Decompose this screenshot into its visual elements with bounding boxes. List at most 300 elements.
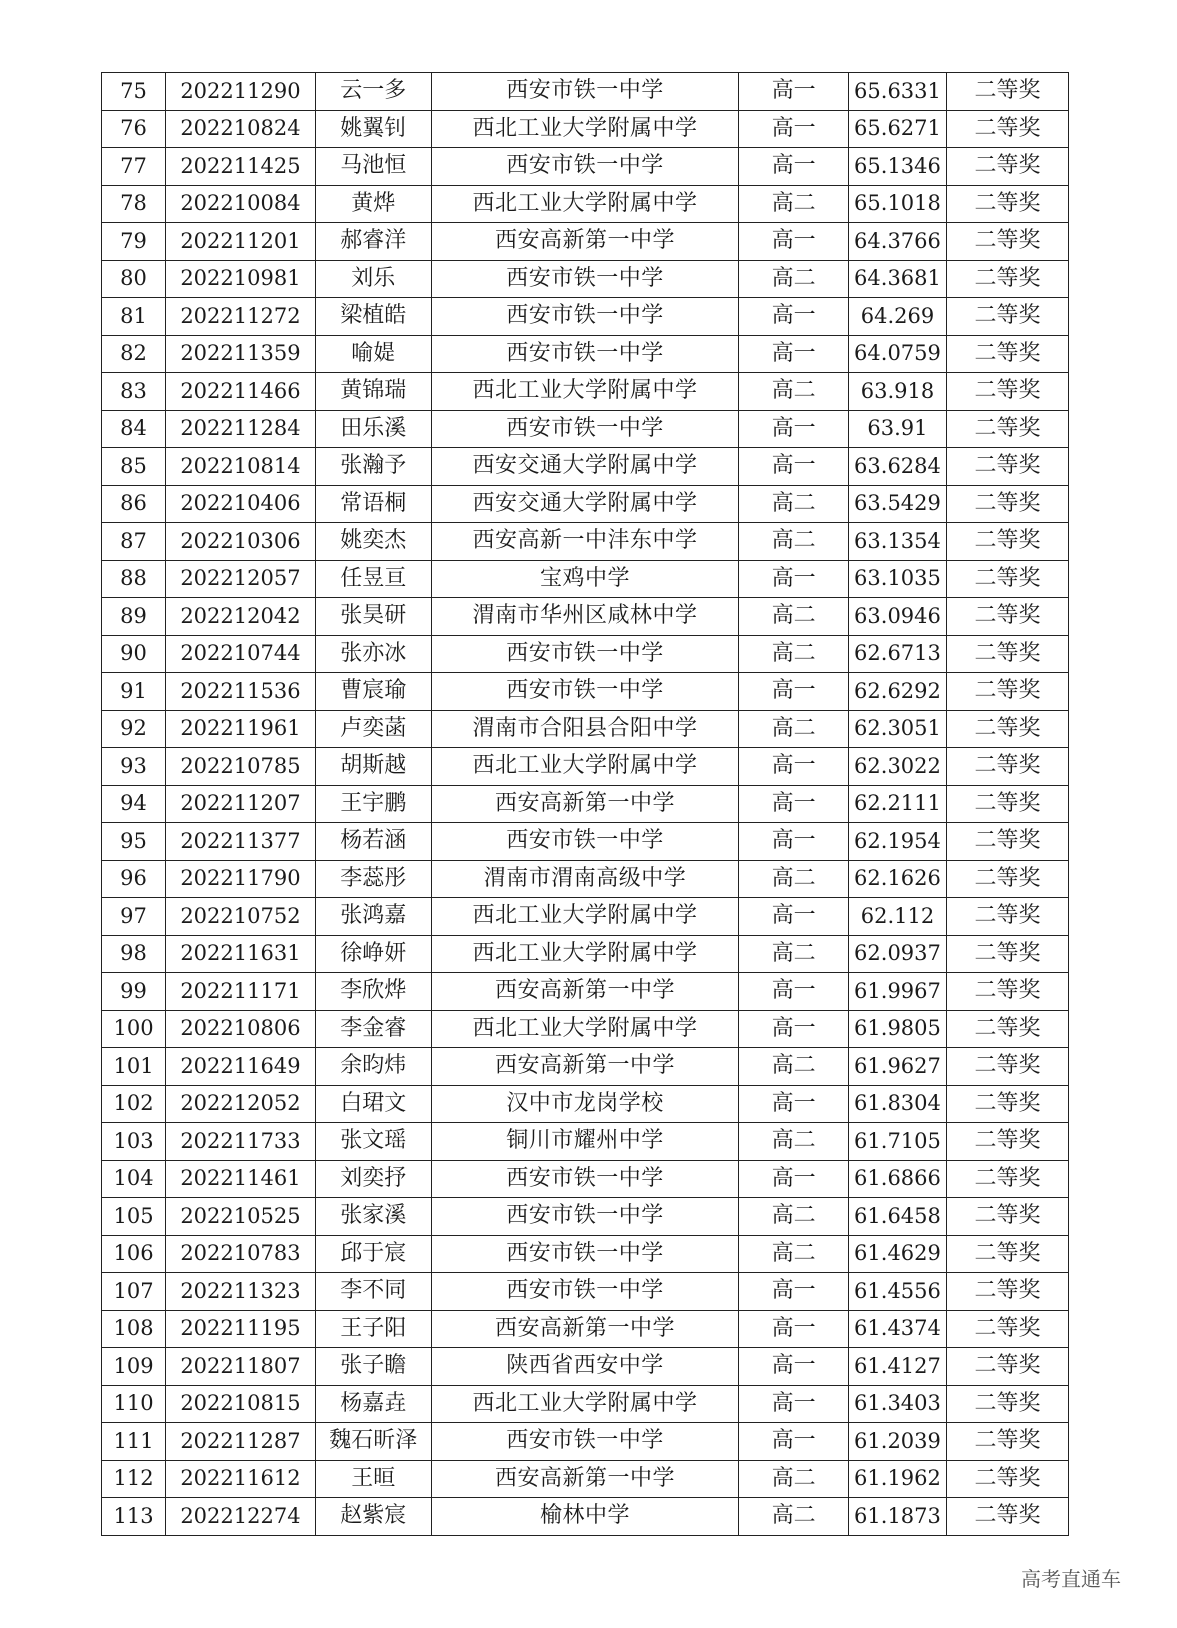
- id-cell: 202211359: [166, 335, 316, 373]
- name-cell: 李欣烨: [315, 973, 431, 1011]
- name-cell: 黄锦瑞: [315, 373, 431, 411]
- school-cell: 西北工业大学附属中学: [431, 185, 739, 223]
- award-cell: 二等奖: [947, 823, 1069, 861]
- award-cell: 二等奖: [947, 1385, 1069, 1423]
- school-cell: 西安市铁一中学: [431, 1198, 739, 1236]
- score-cell: 65.6331: [848, 73, 946, 111]
- rank-cell: 76: [102, 110, 166, 148]
- score-cell: 62.2111: [848, 785, 946, 823]
- grade-cell: 高一: [739, 898, 849, 936]
- score-cell: 61.3403: [848, 1385, 946, 1423]
- score-cell: 61.9805: [848, 1010, 946, 1048]
- score-cell: 64.0759: [848, 335, 946, 373]
- school-cell: 西安高新第一中学: [431, 223, 739, 261]
- grade-cell: 高二: [739, 1048, 849, 1086]
- school-cell: 西北工业大学附属中学: [431, 935, 739, 973]
- id-cell: 202211612: [166, 1460, 316, 1498]
- award-cell: 二等奖: [947, 973, 1069, 1011]
- table-row: [102, 560, 1069, 598]
- school-cell: 西安市铁一中学: [431, 1423, 739, 1461]
- score-cell: 64.3681: [848, 260, 946, 298]
- school-cell: 西安市铁一中学: [431, 673, 739, 711]
- school-cell: 西安交通大学附属中学: [431, 448, 739, 486]
- id-cell: 202210783: [166, 1235, 316, 1273]
- name-cell: 杨若涵: [315, 823, 431, 861]
- score-cell: 62.3051: [848, 710, 946, 748]
- grade-cell: 高一: [739, 1310, 849, 1348]
- table-row: [102, 110, 1069, 148]
- grade-cell: 高一: [739, 673, 849, 711]
- rank-cell: 95: [102, 823, 166, 861]
- id-cell: 202211961: [166, 710, 316, 748]
- rank-cell: 89: [102, 598, 166, 636]
- name-cell: 梁植皓: [315, 298, 431, 336]
- score-cell: 63.1354: [848, 523, 946, 561]
- name-cell: 云一多: [315, 73, 431, 111]
- name-cell: 徐峥妍: [315, 935, 431, 973]
- score-cell: 62.1626: [848, 860, 946, 898]
- table-row: [102, 1348, 1069, 1386]
- award-cell: 二等奖: [947, 1123, 1069, 1161]
- score-cell: 63.5429: [848, 485, 946, 523]
- award-cell: 二等奖: [947, 185, 1069, 223]
- id-cell: 202211195: [166, 1310, 316, 1348]
- school-cell: 西安高新第一中学: [431, 973, 739, 1011]
- score-cell: 62.112: [848, 898, 946, 936]
- table-row: [102, 635, 1069, 673]
- rank-cell: 96: [102, 860, 166, 898]
- school-cell: 渭南市华州区咸林中学: [431, 598, 739, 636]
- award-cell: 二等奖: [947, 1273, 1069, 1311]
- table-row: [102, 1123, 1069, 1161]
- id-cell: 202210824: [166, 110, 316, 148]
- award-cell: 二等奖: [947, 1160, 1069, 1198]
- id-cell: 202210806: [166, 1010, 316, 1048]
- name-cell: 张文瑶: [315, 1123, 431, 1161]
- school-cell: 西安市铁一中学: [431, 410, 739, 448]
- grade-cell: 高二: [739, 1460, 849, 1498]
- name-cell: 白珺文: [315, 1085, 431, 1123]
- score-cell: 65.1018: [848, 185, 946, 223]
- id-cell: 202212057: [166, 560, 316, 598]
- school-cell: 铜川市耀州中学: [431, 1123, 739, 1161]
- table-row: [102, 260, 1069, 298]
- grade-cell: 高二: [739, 1235, 849, 1273]
- school-cell: 宝鸡中学: [431, 560, 739, 598]
- table-row: [102, 935, 1069, 973]
- results-table: [101, 72, 1069, 1536]
- id-cell: 202211466: [166, 373, 316, 411]
- rank-cell: 104: [102, 1160, 166, 1198]
- rank-cell: 106: [102, 1235, 166, 1273]
- rank-cell: 90: [102, 635, 166, 673]
- id-cell: 202212274: [166, 1498, 316, 1536]
- table-row: [102, 1310, 1069, 1348]
- rank-cell: 78: [102, 185, 166, 223]
- school-cell: 西安交通大学附属中学: [431, 485, 739, 523]
- name-cell: 余昀炜: [315, 1048, 431, 1086]
- school-cell: 西安高新第一中学: [431, 1310, 739, 1348]
- grade-cell: 高一: [739, 1423, 849, 1461]
- school-cell: 西安市铁一中学: [431, 1273, 739, 1311]
- id-cell: 202211323: [166, 1273, 316, 1311]
- school-cell: 西北工业大学附属中学: [431, 1385, 739, 1423]
- grade-cell: 高一: [739, 973, 849, 1011]
- name-cell: 王晅: [315, 1460, 431, 1498]
- rank-cell: 108: [102, 1310, 166, 1348]
- score-cell: 61.9967: [848, 973, 946, 1011]
- grade-cell: 高二: [739, 260, 849, 298]
- grade-cell: 高一: [739, 410, 849, 448]
- award-cell: 二等奖: [947, 410, 1069, 448]
- grade-cell: 高二: [739, 185, 849, 223]
- rank-cell: 79: [102, 223, 166, 261]
- table-row: [102, 1198, 1069, 1236]
- grade-cell: 高一: [739, 148, 849, 186]
- school-cell: 西安市铁一中学: [431, 1160, 739, 1198]
- name-cell: 李蕊彤: [315, 860, 431, 898]
- award-cell: 二等奖: [947, 335, 1069, 373]
- table-row: [102, 1010, 1069, 1048]
- name-cell: 黄烨: [315, 185, 431, 223]
- name-cell: 张鸿嘉: [315, 898, 431, 936]
- rank-cell: 86: [102, 485, 166, 523]
- award-cell: 二等奖: [947, 635, 1069, 673]
- award-cell: 二等奖: [947, 898, 1069, 936]
- school-cell: 西安市铁一中学: [431, 823, 739, 861]
- table-row: [102, 1385, 1069, 1423]
- rank-cell: 99: [102, 973, 166, 1011]
- school-cell: 西安市铁一中学: [431, 73, 739, 111]
- grade-cell: 高一: [739, 748, 849, 786]
- grade-cell: 高一: [739, 823, 849, 861]
- school-cell: 渭南市合阳县合阳中学: [431, 710, 739, 748]
- award-cell: 二等奖: [947, 935, 1069, 973]
- id-cell: 202211171: [166, 973, 316, 1011]
- school-cell: 西安市铁一中学: [431, 298, 739, 336]
- name-cell: 马池恒: [315, 148, 431, 186]
- name-cell: 曹宸瑜: [315, 673, 431, 711]
- rank-cell: 101: [102, 1048, 166, 1086]
- table-row: [102, 1235, 1069, 1273]
- score-cell: 61.6458: [848, 1198, 946, 1236]
- name-cell: 胡斯越: [315, 748, 431, 786]
- table-row: [102, 785, 1069, 823]
- grade-cell: 高一: [739, 335, 849, 373]
- score-cell: 61.1873: [848, 1498, 946, 1536]
- table-row: [102, 373, 1069, 411]
- grade-cell: 高一: [739, 560, 849, 598]
- table-row: [102, 1273, 1069, 1311]
- id-cell: 202211807: [166, 1348, 316, 1386]
- school-cell: 西北工业大学附属中学: [431, 110, 739, 148]
- school-cell: 汉中市龙岗学校: [431, 1085, 739, 1123]
- score-cell: 65.6271: [848, 110, 946, 148]
- id-cell: 202211207: [166, 785, 316, 823]
- score-cell: 61.4127: [848, 1348, 946, 1386]
- name-cell: 魏石昕泽: [315, 1423, 431, 1461]
- score-cell: 61.4556: [848, 1273, 946, 1311]
- table-row: [102, 223, 1069, 261]
- school-cell: 西北工业大学附属中学: [431, 748, 739, 786]
- score-cell: 61.8304: [848, 1085, 946, 1123]
- award-cell: 二等奖: [947, 598, 1069, 636]
- school-cell: 西安高新一中沣东中学: [431, 523, 739, 561]
- award-cell: 二等奖: [947, 448, 1069, 486]
- grade-cell: 高二: [739, 373, 849, 411]
- id-cell: 202210084: [166, 185, 316, 223]
- id-cell: 202211631: [166, 935, 316, 973]
- name-cell: 王宇鹏: [315, 785, 431, 823]
- grade-cell: 高一: [739, 1385, 849, 1423]
- name-cell: 刘乐: [315, 260, 431, 298]
- school-cell: 陕西省西安中学: [431, 1348, 739, 1386]
- name-cell: 姚奕杰: [315, 523, 431, 561]
- table-row: [102, 973, 1069, 1011]
- grade-cell: 高一: [739, 1010, 849, 1048]
- id-cell: 202211790: [166, 860, 316, 898]
- score-cell: 62.0937: [848, 935, 946, 973]
- award-cell: 二等奖: [947, 260, 1069, 298]
- grade-cell: 高一: [739, 1160, 849, 1198]
- table-row: [102, 673, 1069, 711]
- rank-cell: 98: [102, 935, 166, 973]
- table-row: [102, 523, 1069, 561]
- id-cell: 202211461: [166, 1160, 316, 1198]
- school-cell: 西安市铁一中学: [431, 260, 739, 298]
- award-cell: 二等奖: [947, 523, 1069, 561]
- school-cell: 西安市铁一中学: [431, 148, 739, 186]
- school-cell: 西北工业大学附属中学: [431, 373, 739, 411]
- id-cell: 202212042: [166, 598, 316, 636]
- rank-cell: 92: [102, 710, 166, 748]
- table-row: [102, 1423, 1069, 1461]
- name-cell: 王子阳: [315, 1310, 431, 1348]
- rank-cell: 103: [102, 1123, 166, 1161]
- name-cell: 李不同: [315, 1273, 431, 1311]
- grade-cell: 高二: [739, 523, 849, 561]
- table-row: [102, 148, 1069, 186]
- award-cell: 二等奖: [947, 1498, 1069, 1536]
- award-cell: 二等奖: [947, 1048, 1069, 1086]
- award-cell: 二等奖: [947, 785, 1069, 823]
- school-cell: 西北工业大学附属中学: [431, 1010, 739, 1048]
- award-cell: 二等奖: [947, 748, 1069, 786]
- school-cell: 渭南市渭南高级中学: [431, 860, 739, 898]
- table-row: [102, 73, 1069, 111]
- rank-cell: 105: [102, 1198, 166, 1236]
- table-row: [102, 298, 1069, 336]
- rank-cell: 91: [102, 673, 166, 711]
- grade-cell: 高一: [739, 110, 849, 148]
- table-row: [102, 710, 1069, 748]
- award-cell: 二等奖: [947, 485, 1069, 523]
- rank-cell: 102: [102, 1085, 166, 1123]
- award-cell: 二等奖: [947, 1235, 1069, 1273]
- score-cell: 63.6284: [848, 448, 946, 486]
- table-body: [102, 73, 1069, 1536]
- award-cell: 二等奖: [947, 110, 1069, 148]
- id-cell: 202211284: [166, 410, 316, 448]
- grade-cell: 高二: [739, 935, 849, 973]
- id-cell: 202211733: [166, 1123, 316, 1161]
- rank-cell: 77: [102, 148, 166, 186]
- grade-cell: 高一: [739, 73, 849, 111]
- score-cell: 61.1962: [848, 1460, 946, 1498]
- award-cell: 二等奖: [947, 673, 1069, 711]
- score-cell: 63.1035: [848, 560, 946, 598]
- name-cell: 张瀚予: [315, 448, 431, 486]
- award-cell: 二等奖: [947, 1010, 1069, 1048]
- score-cell: 63.918: [848, 373, 946, 411]
- grade-cell: 高一: [739, 1348, 849, 1386]
- id-cell: 202211201: [166, 223, 316, 261]
- table-row: [102, 1048, 1069, 1086]
- score-cell: 63.0946: [848, 598, 946, 636]
- id-cell: 202210785: [166, 748, 316, 786]
- award-cell: 二等奖: [947, 148, 1069, 186]
- score-cell: 64.269: [848, 298, 946, 336]
- id-cell: 202210406: [166, 485, 316, 523]
- name-cell: 赵紫宸: [315, 1498, 431, 1536]
- table-row: [102, 1460, 1069, 1498]
- grade-cell: 高二: [739, 635, 849, 673]
- table-row: [102, 1498, 1069, 1536]
- id-cell: 202211377: [166, 823, 316, 861]
- grade-cell: 高一: [739, 1085, 849, 1123]
- id-cell: 202211287: [166, 1423, 316, 1461]
- name-cell: 常语桐: [315, 485, 431, 523]
- score-cell: 62.6713: [848, 635, 946, 673]
- grade-cell: 高一: [739, 1273, 849, 1311]
- id-cell: 202210744: [166, 635, 316, 673]
- rank-cell: 75: [102, 73, 166, 111]
- rank-cell: 84: [102, 410, 166, 448]
- grade-cell: 高一: [739, 448, 849, 486]
- grade-cell: 高二: [739, 598, 849, 636]
- grade-cell: 高二: [739, 1198, 849, 1236]
- table-row: [102, 1085, 1069, 1123]
- award-cell: 二等奖: [947, 1348, 1069, 1386]
- grade-cell: 高二: [739, 485, 849, 523]
- score-cell: 62.1954: [848, 823, 946, 861]
- rank-cell: 109: [102, 1348, 166, 1386]
- award-cell: 二等奖: [947, 1198, 1069, 1236]
- name-cell: 刘奕抒: [315, 1160, 431, 1198]
- grade-cell: 高二: [739, 710, 849, 748]
- name-cell: 张子瞻: [315, 1348, 431, 1386]
- score-cell: 61.4374: [848, 1310, 946, 1348]
- grade-cell: 高二: [739, 860, 849, 898]
- id-cell: 202210981: [166, 260, 316, 298]
- rank-cell: 94: [102, 785, 166, 823]
- name-cell: 李金睿: [315, 1010, 431, 1048]
- table-row: [102, 185, 1069, 223]
- name-cell: 姚翼钊: [315, 110, 431, 148]
- table-row: [102, 448, 1069, 486]
- id-cell: 202211536: [166, 673, 316, 711]
- name-cell: 张亦冰: [315, 635, 431, 673]
- score-cell: 64.3766: [848, 223, 946, 261]
- school-cell: 西安高新第一中学: [431, 785, 739, 823]
- school-cell: 榆林中学: [431, 1498, 739, 1536]
- rank-cell: 85: [102, 448, 166, 486]
- table-row: [102, 823, 1069, 861]
- score-cell: 65.1346: [848, 148, 946, 186]
- score-cell: 61.9627: [848, 1048, 946, 1086]
- grade-cell: 高一: [739, 223, 849, 261]
- rank-cell: 88: [102, 560, 166, 598]
- score-cell: 62.6292: [848, 673, 946, 711]
- award-cell: 二等奖: [947, 1423, 1069, 1461]
- table-row: [102, 860, 1069, 898]
- score-cell: 61.2039: [848, 1423, 946, 1461]
- rank-cell: 80: [102, 260, 166, 298]
- award-cell: 二等奖: [947, 1460, 1069, 1498]
- watermark-text: 高考直通车: [1021, 1567, 1121, 1591]
- grade-cell: 高二: [739, 1123, 849, 1161]
- rank-cell: 83: [102, 373, 166, 411]
- school-cell: 西安高新第一中学: [431, 1048, 739, 1086]
- table-row: [102, 410, 1069, 448]
- school-cell: 西安市铁一中学: [431, 635, 739, 673]
- rank-cell: 112: [102, 1460, 166, 1498]
- award-cell: 二等奖: [947, 373, 1069, 411]
- name-cell: 邱于宸: [315, 1235, 431, 1273]
- rank-cell: 81: [102, 298, 166, 336]
- score-cell: 61.4629: [848, 1235, 946, 1273]
- name-cell: 任昱亘: [315, 560, 431, 598]
- id-cell: 202212052: [166, 1085, 316, 1123]
- table-row: [102, 748, 1069, 786]
- rank-cell: 100: [102, 1010, 166, 1048]
- name-cell: 杨嘉垚: [315, 1385, 431, 1423]
- name-cell: 张家溪: [315, 1198, 431, 1236]
- grade-cell: 高一: [739, 298, 849, 336]
- table-row: [102, 485, 1069, 523]
- award-cell: 二等奖: [947, 1085, 1069, 1123]
- name-cell: 郝睿洋: [315, 223, 431, 261]
- award-cell: 二等奖: [947, 1310, 1069, 1348]
- rank-cell: 87: [102, 523, 166, 561]
- rank-cell: 97: [102, 898, 166, 936]
- id-cell: 202210525: [166, 1198, 316, 1236]
- score-cell: 61.6866: [848, 1160, 946, 1198]
- award-cell: 二等奖: [947, 560, 1069, 598]
- id-cell: 202211272: [166, 298, 316, 336]
- rank-cell: 111: [102, 1423, 166, 1461]
- rank-cell: 107: [102, 1273, 166, 1311]
- school-cell: 西北工业大学附属中学: [431, 898, 739, 936]
- rank-cell: 113: [102, 1498, 166, 1536]
- rank-cell: 82: [102, 335, 166, 373]
- rank-cell: 110: [102, 1385, 166, 1423]
- id-cell: 202210814: [166, 448, 316, 486]
- score-cell: 63.91: [848, 410, 946, 448]
- award-cell: 二等奖: [947, 73, 1069, 111]
- table-row: [102, 335, 1069, 373]
- school-cell: 西安市铁一中学: [431, 335, 739, 373]
- id-cell: 202210752: [166, 898, 316, 936]
- school-cell: 西安市铁一中学: [431, 1235, 739, 1273]
- award-cell: 二等奖: [947, 298, 1069, 336]
- name-cell: 喻媞: [315, 335, 431, 373]
- name-cell: 张昊研: [315, 598, 431, 636]
- table-row: [102, 1160, 1069, 1198]
- id-cell: 202211290: [166, 73, 316, 111]
- id-cell: 202210306: [166, 523, 316, 561]
- id-cell: 202211649: [166, 1048, 316, 1086]
